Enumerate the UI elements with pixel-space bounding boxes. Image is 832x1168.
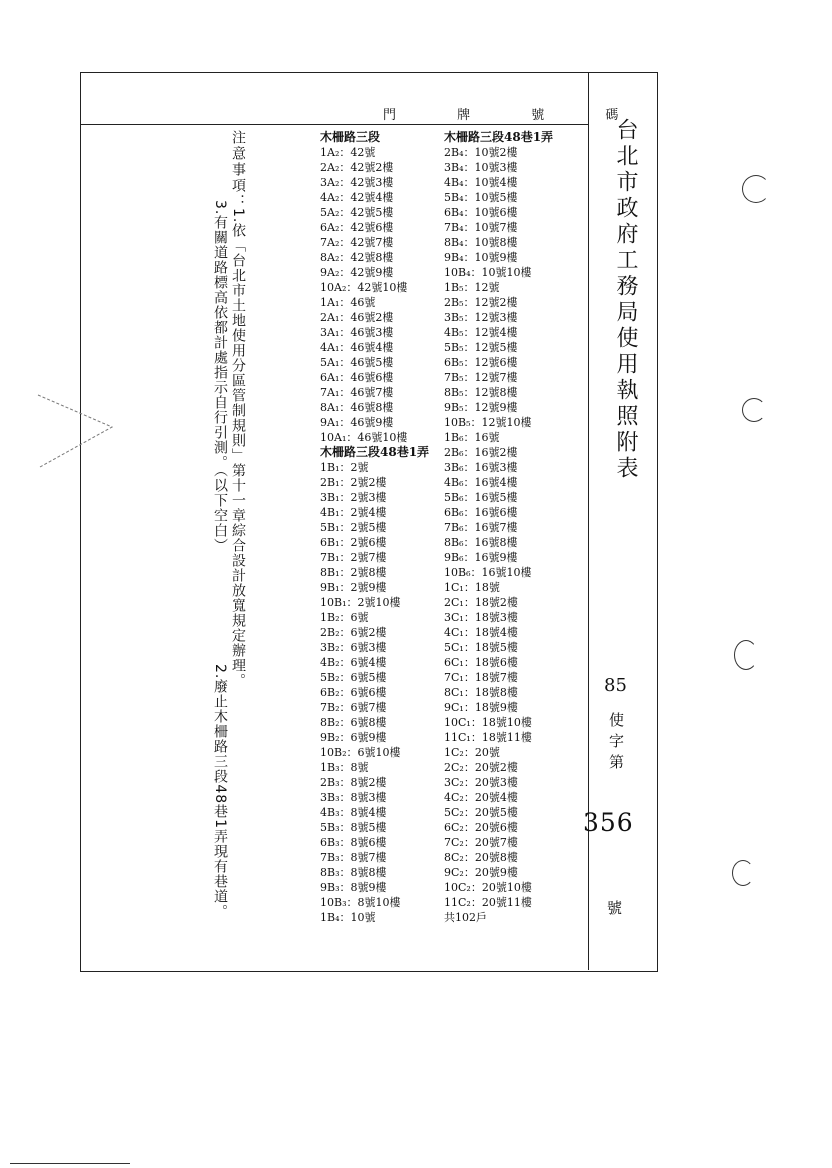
address-entry: 8C₂：20號8樓 (444, 851, 518, 864)
permit-word-prefix: 使字第 (607, 712, 625, 775)
address-entry: 9A₁：46號9樓 (320, 416, 394, 429)
address-entry: 1B₂：6號 (320, 611, 369, 624)
address-entry: 3B₆：16號3樓 (444, 461, 518, 474)
address-entry: 3B₃：8號3樓 (320, 791, 387, 804)
address-entry: 1C₂：20號 (444, 746, 500, 759)
address-entry: 9C₂：20號9樓 (444, 866, 518, 879)
address-entry: 6A₁：46號6樓 (320, 371, 394, 384)
address-entry: 1B₅：12號 (444, 281, 500, 294)
address-entry: 3C₁：18號3樓 (444, 611, 518, 624)
street-heading: 木柵路三段48巷1弄 (444, 130, 554, 144)
note-item-2: 2.廢止木柵路三段48巷1弄現有巷道。 (212, 664, 228, 920)
address-entry: 3B₅：12號3樓 (444, 311, 518, 324)
address-entry: 7B₄：10號7樓 (444, 221, 518, 234)
address-entry: 9B₅：12號9樓 (444, 401, 518, 414)
address-entry: 9C₁：18號9樓 (444, 701, 518, 714)
address-entry: 1C₁：18號 (444, 581, 500, 594)
address-entry: 10B₄：10號10樓 (444, 266, 532, 279)
address-entry: 10C₁：18號10樓 (444, 716, 532, 729)
binding-hole-mark (734, 640, 758, 670)
address-entry: 2B₂：6號2樓 (320, 626, 387, 639)
address-entry: 2C₁：18號2樓 (444, 596, 518, 609)
address-entry: 6B₅：12號6樓 (444, 356, 518, 369)
address-entry: 6B₁：2號6樓 (320, 536, 387, 549)
address-entry: 8C₁：18號8樓 (444, 686, 518, 699)
address-entry: 4A₂：42號4樓 (320, 191, 394, 204)
address-entry: 1B₁：2號 (320, 461, 369, 474)
notes-heading: 注意事項： (230, 130, 246, 210)
address-entry: 8B₂：6號8樓 (320, 716, 387, 729)
note-item-1: 1.依「台北市土地使用分區管制規則」第十一章綜合設計放寬規定辦理。 (230, 208, 246, 689)
address-entry: 2A₂：42號2樓 (320, 161, 394, 174)
address-entry: 2B₃：8號2樓 (320, 776, 387, 789)
address-entry: 7A₁：46號7樓 (320, 386, 394, 399)
address-entry: 1A₁：46號 (320, 296, 376, 309)
permit-year: 85 (604, 675, 627, 696)
address-entry: 6C₁：18號6樓 (444, 656, 518, 669)
address-entry: 7B₃：8號7樓 (320, 851, 387, 864)
address-entry: 10B₁：2號10樓 (320, 596, 401, 609)
header-label-2: 牌 (457, 108, 471, 123)
street-heading: 木柵路三段 (320, 130, 381, 144)
address-entry: 5C₂：20號5樓 (444, 806, 518, 819)
address-entry: 5B₅：12號5樓 (444, 341, 518, 354)
address-entry: 4B₄：10號4樓 (444, 176, 518, 189)
address-entry: 10B₅：12號10樓 (444, 416, 532, 429)
address-entry: 2C₂：20號2樓 (444, 761, 518, 774)
address-entry: 3B₂：6號3樓 (320, 641, 387, 654)
address-entry: 7C₁：18號7樓 (444, 671, 518, 684)
address-entry: 7A₂：42號7樓 (320, 236, 394, 249)
address-entry: 共102戶 (444, 911, 487, 924)
address-column-2 (444, 130, 553, 925)
address-entry: 10B₆：16號10樓 (444, 566, 532, 579)
binding-hole-mark (742, 175, 770, 203)
address-entry: 11C₂：20號11樓 (444, 896, 532, 909)
address-entry: 5A₂：42號5樓 (320, 206, 394, 219)
address-entry: 1B₆：16號 (444, 431, 500, 444)
address-entry: 7B₂：6號7樓 (320, 701, 387, 714)
address-entry: 4B₅：12號4樓 (444, 326, 518, 339)
address-entry: 3B₄：10號3樓 (444, 161, 518, 174)
address-entry: 9B₃：8號9樓 (320, 881, 387, 894)
note-item-3: 3.有關道路標高依都計處指示自行引測。（以下空白） (212, 200, 228, 554)
address-entry: 10C₂：20號10樓 (444, 881, 532, 894)
address-entry: 9B₁：2號9樓 (320, 581, 387, 594)
address-entry: 11C₁：18號11樓 (444, 731, 532, 744)
address-entry: 9B₂：6號9樓 (320, 731, 387, 744)
address-entry: 3C₂：20號3樓 (444, 776, 518, 789)
address-entry: 7B₆：16號7樓 (444, 521, 518, 534)
address-entry: 9B₆：16號9樓 (444, 551, 518, 564)
header-label-4: 碼 (605, 108, 619, 123)
address-entry: 6B₄：10號6樓 (444, 206, 518, 219)
address-entry: 5C₁：18號5樓 (444, 641, 518, 654)
address-entry: 1B₃：8號 (320, 761, 369, 774)
address-entry: 8B₄：10號8樓 (444, 236, 518, 249)
binding-hole-mark (732, 860, 754, 886)
address-entry: 7B₁：2號7樓 (320, 551, 387, 564)
address-entry: 4C₁：18號4樓 (444, 626, 518, 639)
address-entry: 7B₅：12號7樓 (444, 371, 518, 384)
address-entry: 1A₂：42號 (320, 146, 376, 159)
address-entry: 8B₁：2號8樓 (320, 566, 387, 579)
address-entry: 2B₁：2號2樓 (320, 476, 387, 489)
address-entry: 8B₆：16號8樓 (444, 536, 518, 549)
address-entry: 5B₁：2號5樓 (320, 521, 387, 534)
address-entry: 4B₃：8號4樓 (320, 806, 387, 819)
address-entry: 6A₂：42號6樓 (320, 221, 394, 234)
address-entry: 2A₁：46號2樓 (320, 311, 394, 324)
address-entry: 10A₁：46號10樓 (320, 431, 408, 444)
address-entry: 2B₄：10號2樓 (444, 146, 518, 159)
address-entry: 1B₄：10號 (320, 911, 376, 924)
address-entry: 8A₁：46號8樓 (320, 401, 394, 414)
address-entry: 2B₆：16號2樓 (444, 446, 518, 459)
address-column-1 (320, 130, 429, 925)
permit-number: 356 (583, 808, 634, 837)
binding-hole-mark (742, 398, 766, 422)
address-entry: 6B₃：8號6樓 (320, 836, 387, 849)
address-entry: 8B₃：8號8樓 (320, 866, 387, 879)
address-entry: 9A₂：42號9樓 (320, 266, 394, 279)
scan-edge-line (10, 1163, 130, 1164)
address-entry: 4B₆：16號4樓 (444, 476, 518, 489)
address-entry: 4A₁：46號4樓 (320, 341, 394, 354)
permit-suffix: 號 (605, 900, 623, 917)
header-divider (80, 124, 588, 125)
address-entry: 3B₁：2號3樓 (320, 491, 387, 504)
address-entry: 3A₁：46號3樓 (320, 326, 394, 339)
address-entry: 8B₅：12號8樓 (444, 386, 518, 399)
address-entry: 10B₂：6號10樓 (320, 746, 401, 759)
address-entry: 5B₃：8號5樓 (320, 821, 387, 834)
stamp-mark (30, 385, 120, 475)
street-heading: 木柵路三段48巷1弄 (320, 445, 430, 459)
document-title: 台北市政府工務局使用執照附表 (613, 118, 638, 482)
address-entry: 5B₄：10號5樓 (444, 191, 518, 204)
address-entry: 4C₂：20號4樓 (444, 791, 518, 804)
address-entry: 4B₂：6號4樓 (320, 656, 387, 669)
address-entry: 2B₅：12號2樓 (444, 296, 518, 309)
header-label-3: 號 (531, 108, 545, 123)
address-entry: 10A₂：42號10樓 (320, 281, 408, 294)
address-entry: 5B₆：16號5樓 (444, 491, 518, 504)
address-entry: 5B₂：6號5樓 (320, 671, 387, 684)
address-entry: 10B₃：8號10樓 (320, 896, 401, 909)
address-entry: 8A₂：42號8樓 (320, 251, 394, 264)
address-entry: 4B₁：2號4樓 (320, 506, 387, 519)
address-entry: 7C₂：20號7樓 (444, 836, 518, 849)
address-entry: 5A₁：46號5樓 (320, 356, 394, 369)
address-entry: 3A₂：42號3樓 (320, 176, 394, 189)
address-entry: 6C₂：20號6樓 (444, 821, 518, 834)
address-entry: 6B₂：6號6樓 (320, 686, 387, 699)
address-entry: 9B₄：10號9樓 (444, 251, 518, 264)
address-entry: 6B₆：16號6樓 (444, 506, 518, 519)
header-label-1: 門 (383, 108, 397, 123)
